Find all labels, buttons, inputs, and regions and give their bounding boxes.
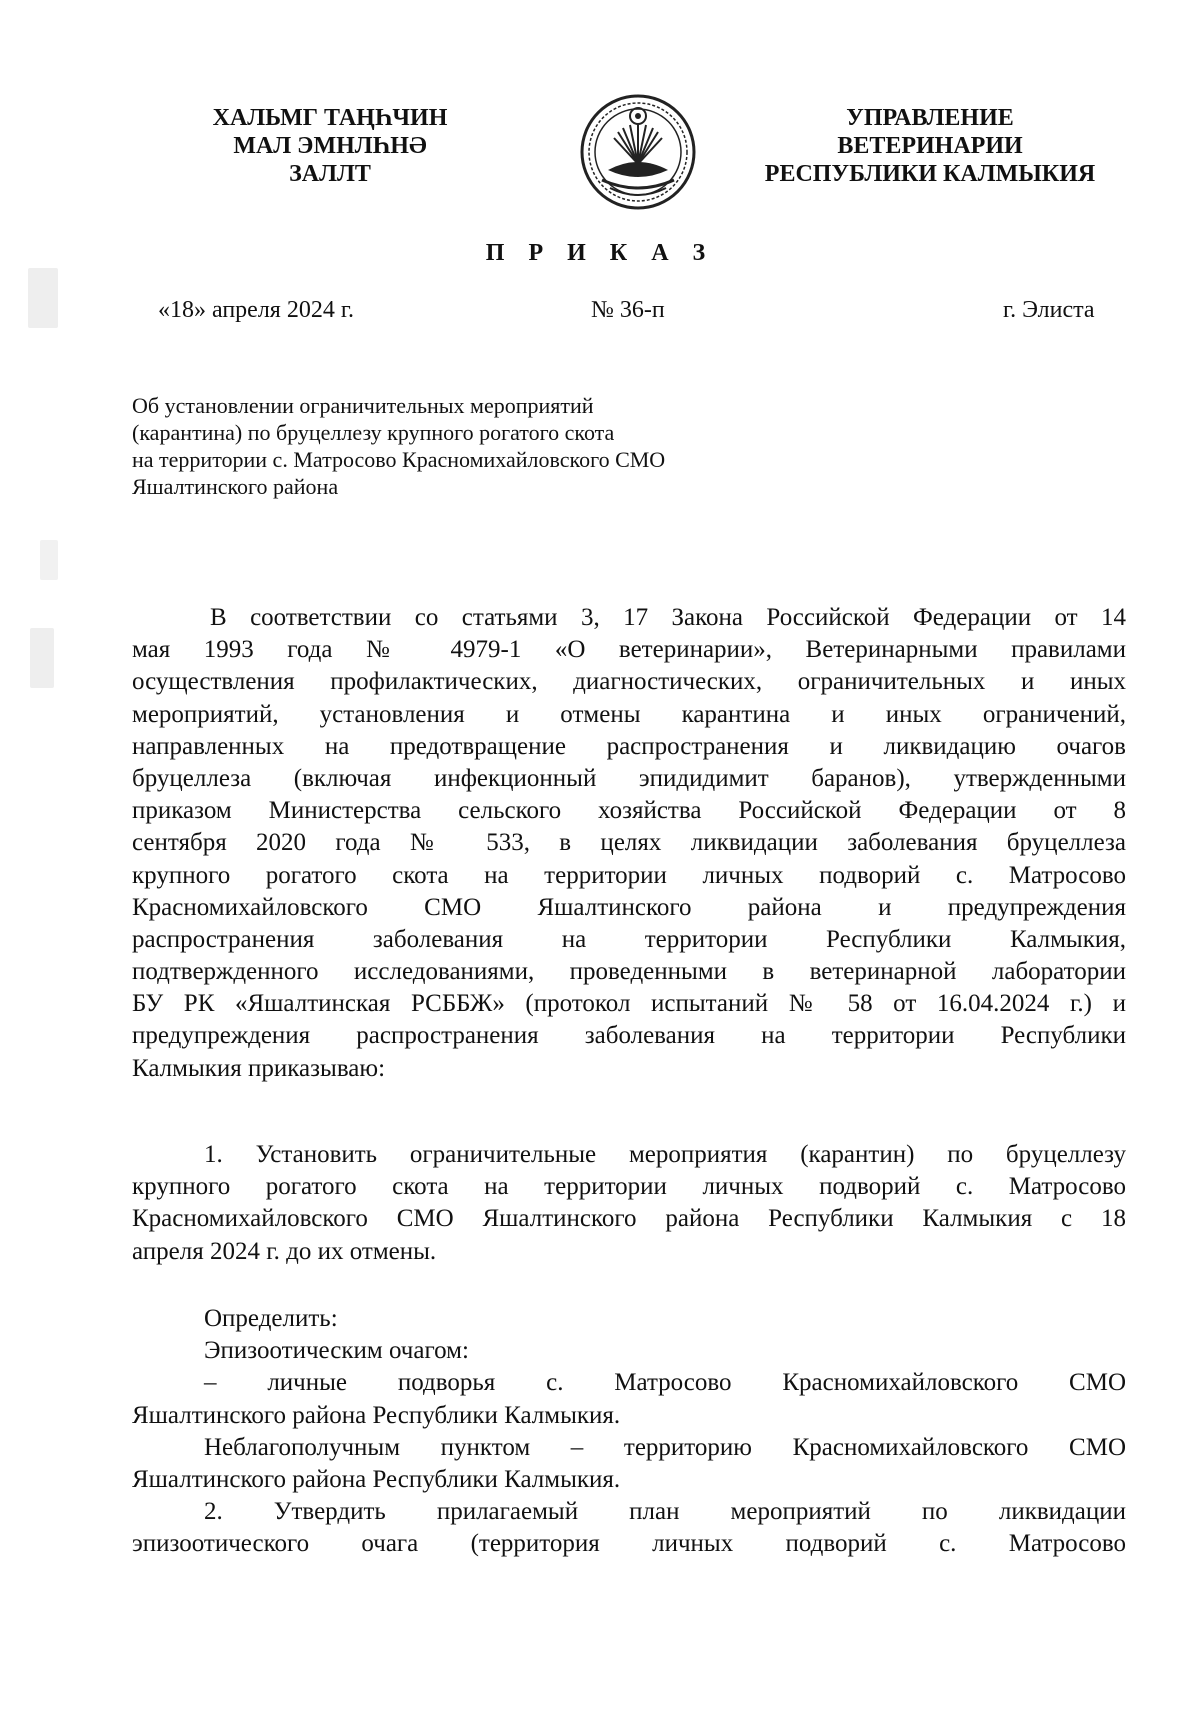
paragraph-line: бруцеллеза (включая инфекционный эпидидимит баранов), утвержденными bbox=[132, 764, 1126, 792]
paragraph-line: 2. Утвердить прилагаемый план мероприятий по ликвидации bbox=[204, 1498, 1126, 1526]
header-right-line: ВЕТЕРИНАРИИ bbox=[837, 133, 1023, 159]
paragraph-line: приказом Министерства сельского хозяйства Российской Федерации от 8 bbox=[132, 797, 1126, 825]
paragraph-line: эпизоотического очага (территория личных подворий с. Матросово bbox=[132, 1530, 1126, 1558]
paragraph-line: направленных на предотвращение распространения и ликвидацию очагов bbox=[132, 732, 1126, 760]
paragraph-line: БУ РК «Яшалтинская РСББЖ» (протокол испытаний № 58 от 16.04.2024 г.) и bbox=[132, 990, 1126, 1018]
paragraph-line: Красномихайловского СМО Яшалтинского района Республики Калмыкия с 18 bbox=[132, 1205, 1126, 1233]
document-title: П Р И К А З bbox=[485, 240, 715, 266]
paragraph-line: Яшалтинского района Республики Калмыкия. bbox=[132, 1401, 621, 1429]
item-1-paragraph bbox=[132, 1139, 1126, 1268]
intro-paragraph bbox=[132, 602, 1126, 1085]
document-date: «18» апреля 2024 г. bbox=[158, 297, 354, 323]
paragraph-line: мероприятий, установления и отмены карантина и иных ограничений, bbox=[132, 700, 1126, 728]
paragraph-line: Определить: bbox=[204, 1305, 338, 1332]
paragraph-line: Неблагополучным пунктом – территорию Красномихайловского СМО bbox=[204, 1433, 1126, 1461]
paragraph-line: мая 1993 года № 4979-1 «О ветеринарии», Ветеринарными правилами bbox=[132, 636, 1126, 664]
document-number: № 36-п bbox=[591, 297, 665, 323]
header-left-org-name bbox=[190, 104, 470, 188]
header-left-line: ХАЛЬМГ ТАҢҺЧИН bbox=[212, 105, 448, 131]
paragraph-line: Калмыкия приказываю: bbox=[132, 1054, 386, 1082]
paragraph-line: В соответствии со статьями 3, 17 Закона Российской Федерации от 14 bbox=[210, 604, 1126, 631]
paragraph-line: осуществления профилактических, диагностических, ограничительных и иных bbox=[132, 668, 1126, 696]
subject-line: (карантина) по бруцеллезу крупного рогатого скота bbox=[132, 420, 615, 445]
header-left-line: МАЛ ЭМНЛҺНӘ bbox=[233, 133, 427, 159]
header-right-line: УПРАВЛЕНИЕ bbox=[846, 105, 1014, 131]
paragraph-line: предупреждения распространения заболевания на территории Республики bbox=[132, 1022, 1126, 1050]
paragraph-line: сентября 2020 года № 533, в целях ликвидации заболевания бруцеллеза bbox=[132, 829, 1126, 857]
scan-artifact bbox=[30, 628, 54, 688]
definitions-paragraph bbox=[132, 1303, 1126, 1561]
paragraph-line: – личные подворья с. Матросово Красномихайловского СМО bbox=[204, 1369, 1126, 1397]
header-right-line: РЕСПУБЛИКИ КАЛМЫКИЯ bbox=[764, 161, 1096, 187]
document-city: г. Элиста bbox=[1003, 297, 1095, 323]
kalmykia-coat-of-arms-icon bbox=[578, 92, 698, 212]
document-subject bbox=[132, 392, 832, 500]
header-right-org-name bbox=[745, 104, 1115, 188]
scan-artifact bbox=[28, 268, 58, 328]
paragraph-line: крупного рогатого скота на территории личных подворий с. Матросово bbox=[132, 1173, 1126, 1201]
subject-line: Об установлении ограничительных мероприятий bbox=[132, 393, 594, 418]
subject-line: Яшалтинского района bbox=[132, 474, 339, 499]
header-left-line: ЗАЛЛТ bbox=[289, 161, 371, 187]
paragraph-line: крупного рогатого скота на территории личных подворий с. Матросово bbox=[132, 861, 1126, 889]
paragraph-line: 1. Установить ограничительные мероприятия (карантин) по бруцеллезу bbox=[204, 1141, 1126, 1168]
paragraph-line: Эпизоотическим очагом: bbox=[204, 1337, 469, 1365]
paragraph-line: Красномихайловского СМО Яшалтинского района и предупреждения bbox=[132, 893, 1126, 921]
subject-line: на территории с. Матросово Красномихайловского СМО bbox=[132, 447, 666, 472]
paragraph-line: апреля 2024 г. до их отмены. bbox=[132, 1237, 437, 1265]
paragraph-line: распространения заболевания на территории Республики Калмыкия, bbox=[132, 925, 1126, 953]
scan-artifact bbox=[40, 540, 58, 580]
paragraph-line: Яшалтинского района Республики Калмыкия. bbox=[132, 1465, 621, 1493]
paragraph-line: подтвержденного исследованиями, проведенными в ветеринарной лаборатории bbox=[132, 958, 1126, 986]
